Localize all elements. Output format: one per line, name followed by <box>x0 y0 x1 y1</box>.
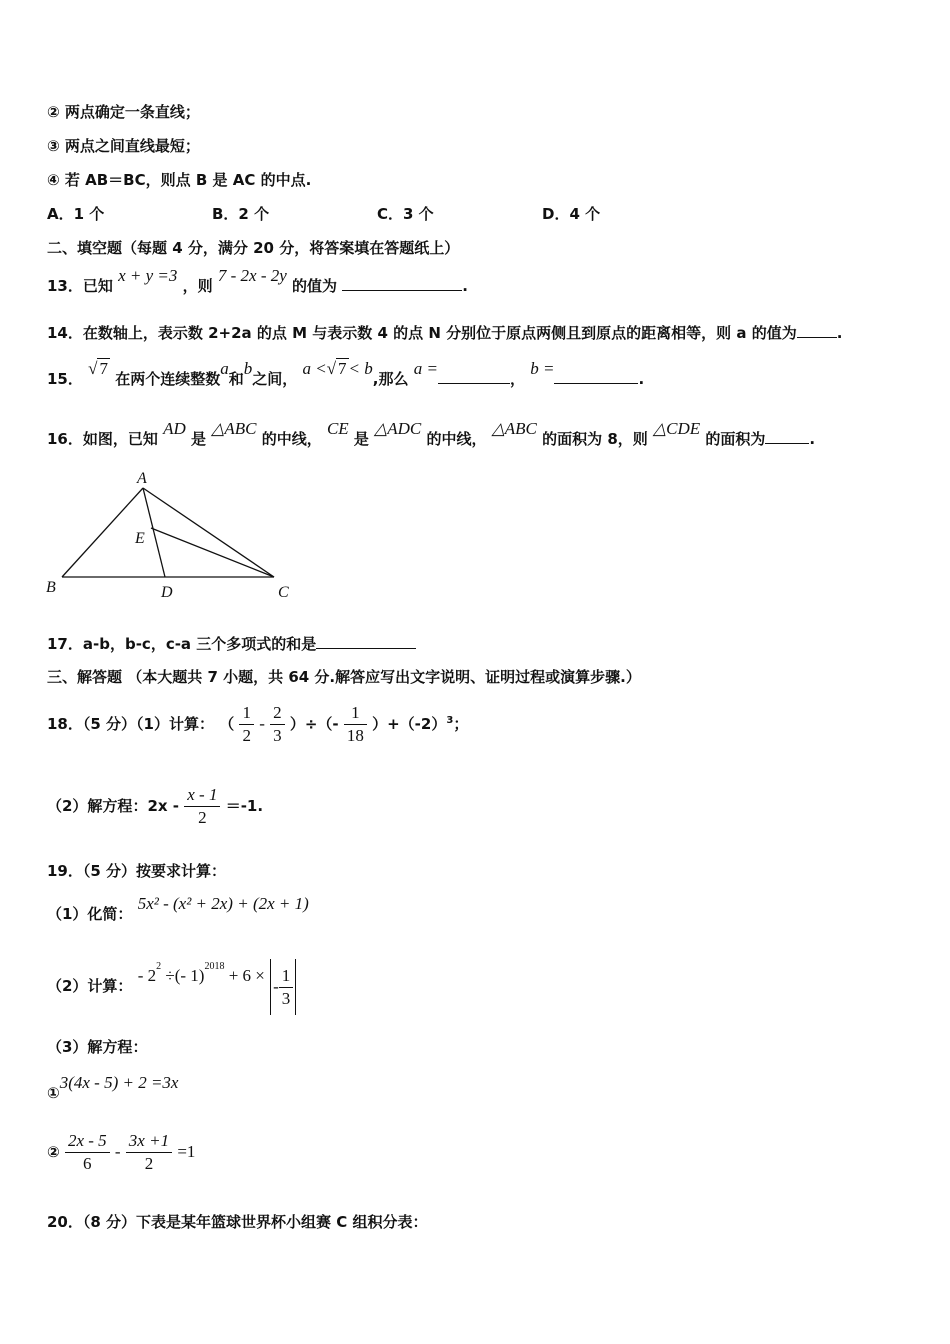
q19-p2-b-exp: 2018 <box>204 961 225 972</box>
q19-f-num: 1 <box>279 965 294 988</box>
q18-f1-den: 2 <box>242 726 251 745</box>
q15-text-3: 之间， <box>252 370 298 388</box>
section-2-heading: 二、填空题（每题 4 分，满分 20 分，将答案填在答题纸上） <box>47 239 460 257</box>
q13-expression: 7 - 2x - 2y <box>217 266 287 285</box>
segment-ab <box>62 488 143 577</box>
q12-option-b[interactable]: B．2 个 <box>212 205 270 223</box>
q15-b-blank[interactable] <box>554 368 638 384</box>
q18-div: ）÷（- <box>289 715 339 733</box>
q13-condition: x + y =3 <box>118 266 178 285</box>
q19-e1-marker: ① <box>47 1084 60 1102</box>
q19-e2-f1-den: 6 <box>83 1154 92 1173</box>
q12-item-4: ④ 若 AB＝BC，则点 B 是 AC 的中点. <box>47 171 312 189</box>
q18-f2-den: 3 <box>273 726 282 745</box>
q16-shi-2: 是 <box>353 430 369 448</box>
q19-part-1 <box>47 894 309 924</box>
q15-text-1: 在两个连续整数 <box>115 370 221 388</box>
q16-ad: AD <box>163 419 186 438</box>
q12-item-2: ② 两点确定一条直线； <box>47 103 200 121</box>
q13-number: 13．已知 <box>47 277 113 295</box>
sqrt-symbol: √ 7 <box>88 359 108 378</box>
q19-e2-fraction-2 <box>126 1130 172 1175</box>
q13 <box>47 266 468 296</box>
q15-radicand: 7 <box>99 359 108 378</box>
q19-p2-a: - 2 <box>137 966 157 985</box>
q17-answer-blank[interactable] <box>316 633 416 649</box>
label-a: A <box>137 470 147 487</box>
q18-f3-den: 18 <box>346 726 364 745</box>
q17-text: 17．a-b，b-c，c-a 三个多项式的和是 <box>47 635 317 653</box>
q16-shi-1: 是 <box>191 430 207 448</box>
q16-tri-cde: △CDE <box>653 419 701 438</box>
q16-text-2: 的中线， <box>426 430 487 448</box>
q13-tail: 的值为 <box>292 277 338 295</box>
q15-number: 15． <box>47 370 83 388</box>
q13-mid: ，则 <box>182 277 213 295</box>
q12-option-a[interactable]: A．1 个 <box>47 205 105 223</box>
q14-answer-blank[interactable] <box>797 322 837 338</box>
q19-p2-c: + 6 × <box>224 966 265 985</box>
q18-exponent: 3 <box>446 715 454 726</box>
q18-head: 18．（5 分）（1）计算： <box>47 715 214 733</box>
q15-radicand-2: 7 <box>338 359 347 378</box>
q16-text-1: 的中线， <box>261 430 322 448</box>
q15-end: . <box>638 370 645 388</box>
q19-e1-expression: 3(4x - 5) + 2 =3x <box>59 1073 179 1092</box>
q20-text: 20．（8 分）下表是某年篮球世界杯小组赛 C 组积分表： <box>47 1213 428 1231</box>
q16-text-4: 的面积为 <box>705 430 766 448</box>
q15-text-2: 和 <box>228 370 244 388</box>
q19-abs-sign: - <box>273 976 279 996</box>
q13-answer-blank[interactable] <box>342 275 462 291</box>
q19-p1-label: （1）化简： <box>47 905 133 923</box>
q15-comma: ， <box>509 370 525 388</box>
q19-e2-fraction-1 <box>65 1130 110 1175</box>
label-d: D <box>161 584 173 601</box>
q17 <box>47 633 416 654</box>
q19-part-2 <box>47 955 296 1015</box>
q12-item-3: ③ 两点之间直线最短； <box>47 137 200 155</box>
label-e: E <box>135 530 145 547</box>
q18-fraction-1 <box>239 702 254 747</box>
q18-minus: - <box>259 714 265 733</box>
q16-number: 16．如图，已知 <box>47 430 158 448</box>
q18-f4-den: 2 <box>198 808 207 827</box>
q18-semicolon: ； <box>453 715 469 733</box>
label-c: C <box>278 584 289 601</box>
q16-answer-blank[interactable] <box>765 428 809 444</box>
q19-e2-marker: ② <box>47 1143 60 1161</box>
q14-end: . <box>836 324 843 342</box>
q18-f3-num: 1 <box>344 702 367 725</box>
q18-fraction-2 <box>270 702 285 747</box>
q15-b: b <box>243 359 253 378</box>
q19-fraction <box>279 965 294 1010</box>
q18-f1-num: 1 <box>239 702 254 725</box>
q19-e2-minus: - <box>114 1142 121 1161</box>
q18-f4-num: x - 1 <box>184 784 220 807</box>
q19-head: 19．（5 分）按要求计算： <box>47 862 227 880</box>
q15-ineq-right: < b <box>348 359 373 378</box>
q19-p2-a-exp: 2 <box>156 961 162 972</box>
label-b: B <box>46 579 56 596</box>
q18-tail: ）+（-2） <box>372 715 447 733</box>
q15 <box>47 359 645 389</box>
q19-equation-1 <box>47 1073 179 1103</box>
q15-text-4: ,那么 <box>372 370 409 388</box>
q14-text: 14．在数轴上，表示数 2+2a 的点 M 与表示数 4 的点 N 分别位于原点两侧且到原点的距离相等，则 a 的值为 <box>47 324 797 342</box>
q15-a-equals: a = <box>413 359 438 378</box>
q18-p2-tail: ＝-1. <box>225 797 264 815</box>
q15-b-equals: b = <box>530 359 555 378</box>
q18-f2-num: 2 <box>270 702 285 725</box>
q16-tri-abc-2: △ABC <box>491 419 537 438</box>
q12-option-d[interactable]: D．4 个 <box>542 205 601 223</box>
q16-text-3: 的面积为 8，则 <box>542 430 648 448</box>
q19-e2-f1-num: 2x - 5 <box>65 1130 110 1153</box>
q16-ce: CE <box>326 419 349 438</box>
q16-tri-adc: △ADC <box>374 419 422 438</box>
q19-e2-f2-num: 3x +1 <box>126 1130 172 1153</box>
q18-fraction-3 <box>344 702 367 747</box>
q19-e2-f2-den: 2 <box>144 1154 154 1173</box>
q19-p2-label: （2）计算： <box>47 977 133 995</box>
absolute-value <box>270 959 296 1015</box>
q15-a: a <box>220 359 229 378</box>
q18-p2-text: （2）解方程：2x - <box>47 797 179 815</box>
q15-ineq-left: a < <box>302 359 327 378</box>
section-3-heading: 三、解答题 （本大题共 7 小题，共 64 分.解答应写出文字说明、证明过程或演算步骤.） <box>47 668 641 686</box>
q14 <box>47 322 842 343</box>
q15-a-blank[interactable] <box>438 368 510 384</box>
q18-lparen: （ <box>219 715 235 733</box>
q18-part-2 <box>47 778 263 834</box>
q18-fraction-4 <box>184 784 220 829</box>
q13-end: . <box>462 277 468 295</box>
q19-p1-expression: 5x² - (x² + 2x) + (2x + 1) <box>137 894 309 913</box>
q19-equation-2 <box>47 1124 195 1180</box>
sqrt-symbol-2: √ 7 <box>326 359 347 378</box>
q19-p2-b: ÷(- 1) <box>161 966 205 985</box>
triangle-figure <box>40 466 310 606</box>
q19-e2-tail: =1 <box>177 1142 196 1161</box>
q16-tri-abc: △ABC <box>211 419 257 438</box>
q16-end: . <box>809 430 816 448</box>
q16 <box>47 419 816 449</box>
q12-option-c[interactable]: C．3 个 <box>377 205 434 223</box>
q19-part-3-label: （3）解方程： <box>47 1038 148 1056</box>
q18-part-1 <box>47 693 468 752</box>
q19-f-den: 3 <box>281 988 291 1008</box>
